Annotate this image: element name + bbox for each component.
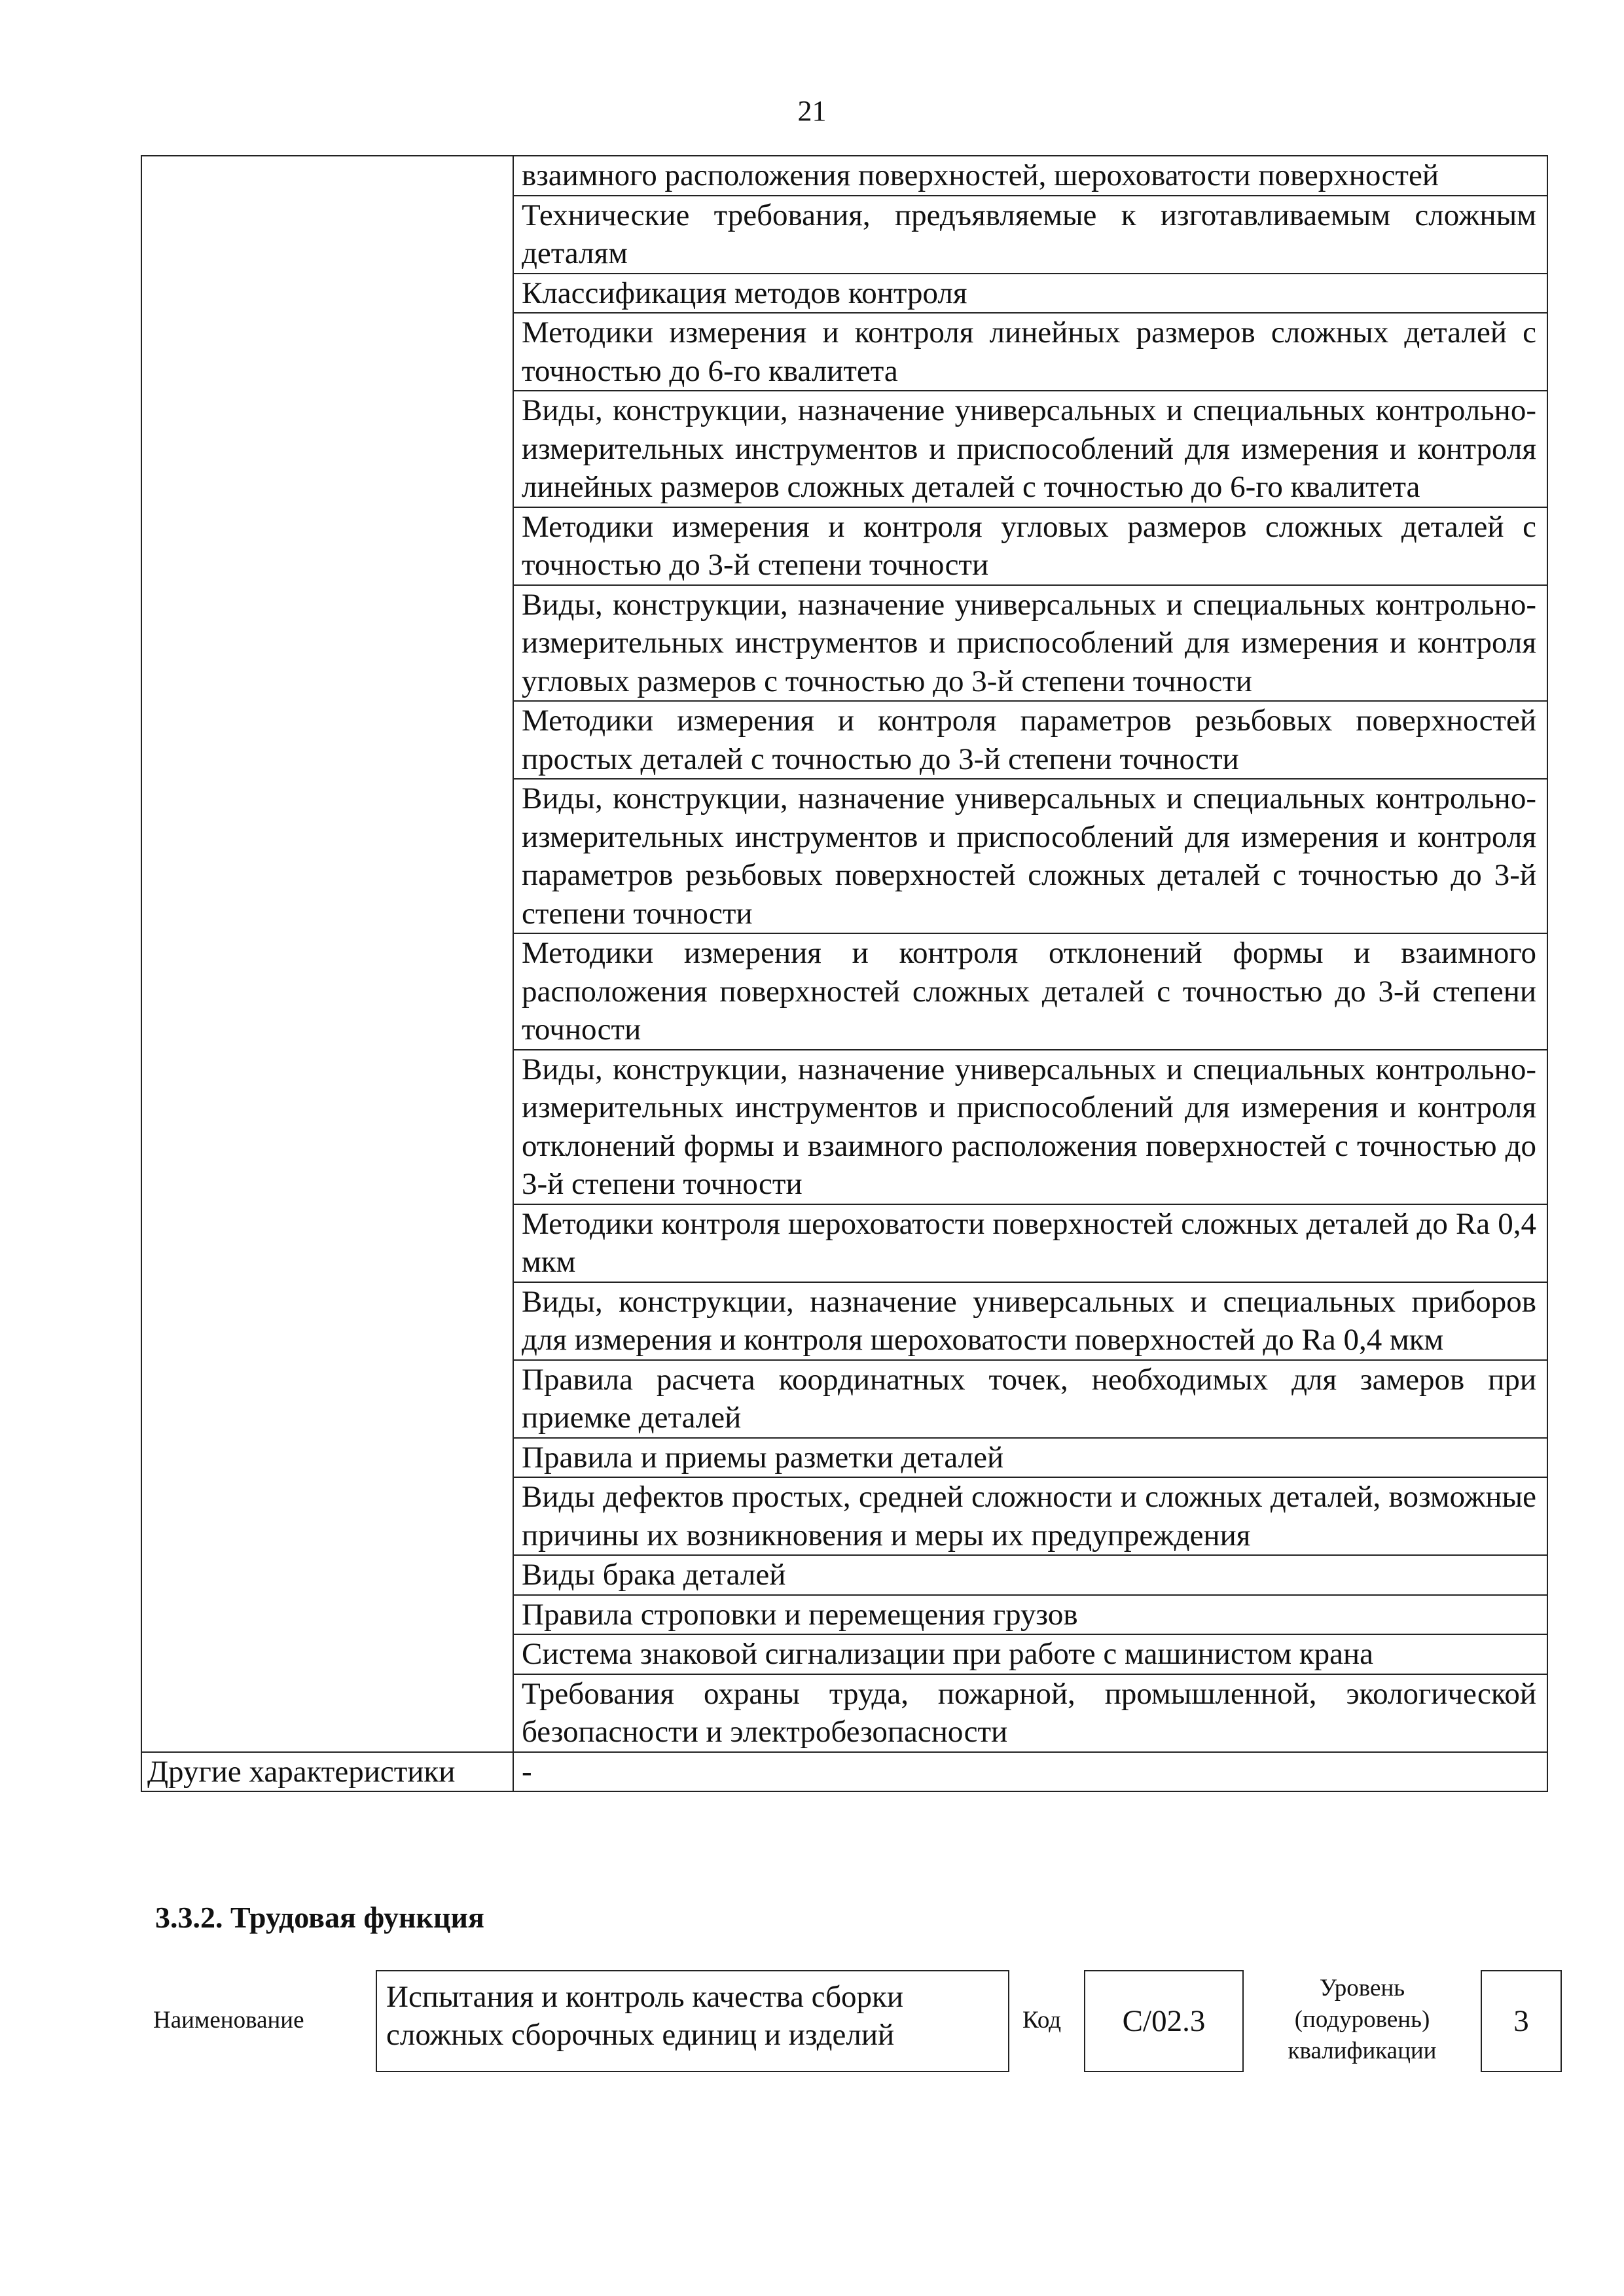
table-cell-requirement: Виды, конструкции, назначение универсальных и специальных контрольно-измерительных инструментов и приспособлений для измерения и контроля параметров резьбовых поверхностей сложных деталей с точностью до 3-й степени точности [513, 779, 1547, 933]
qualification-level-label-line-2: (подуровень) [1294, 2006, 1430, 2033]
table-cell-requirement: Методики измерения и контроля угловых размеров сложных деталей с точностью до 3-й степени точности [513, 507, 1547, 585]
table-cell-requirement: Правила строповки и перемещения грузов [513, 1595, 1547, 1635]
other-characteristics-value: - [513, 1752, 1547, 1792]
requirements-table [141, 155, 1548, 1792]
table-cell-requirement: Виды, конструкции, назначение универсальных и специальных контрольно-измерительных инструментов и приспособлений для измерения и контроля линейных размеров сложных деталей с точностью до 6-го квалитета [513, 391, 1547, 507]
table-cell-requirement: Правила расчета координатных точек, необходимых для замеров при приемке деталей [513, 1360, 1547, 1438]
table-cell-requirement: Виды, конструкции, назначение универсальных и специальных приборов для измерения и контроля шероховатости поверхностей до Ra 0,4 мкм [513, 1282, 1547, 1360]
table-row-other [141, 1752, 1547, 1792]
function-code-box: C/02.3 [1084, 1970, 1244, 2072]
qualification-level-box: 3 [1481, 1970, 1562, 2072]
table-cell-requirement: Виды, конструкции, назначение универсальных и специальных контрольно-измерительных инструментов и приспособлений для измерения и контроля отклонений формы и взаимного расположения поверхностей с точностью до 3-й степени точности [513, 1050, 1547, 1204]
other-characteristics-label: Другие характеристики [141, 1752, 513, 1792]
table-cell-requirement: Технические требования, предъявляемые к изготавливаемым сложным деталям [513, 196, 1547, 274]
requirements-table-body [141, 156, 1547, 1791]
page-number: 21 [797, 95, 827, 127]
table-left-cell [141, 156, 513, 1752]
table-cell-requirement: Виды дефектов простых, средней сложности и сложных деталей, возможные причины их возникновения и меры их предупреждения [513, 1477, 1547, 1555]
function-name-box: Испытания и контроль качества сборки сложных сборочных единиц и изделий [376, 1970, 1009, 2072]
table-cell-requirement: Виды брака деталей [513, 1555, 1547, 1595]
table-cell-requirement: Требования охраны труда, пожарной, промышленной, экологической безопасности и электробезопасности [513, 1674, 1547, 1752]
qualification-level-label [1244, 1973, 1481, 2067]
table-cell-requirement: Система знаковой сигнализации при работе с машинистом крана [513, 1634, 1547, 1674]
function-code-label: Код [1022, 2007, 1062, 2034]
table-cell-requirement: Классификация методов контроля [513, 274, 1547, 314]
table-cell-requirement: Методики контроля шероховатости поверхностей сложных деталей до Ra 0,4 мкм [513, 1204, 1547, 1282]
qualification-level-label-line-1: Уровень [1319, 1975, 1405, 2001]
table-cell-requirement: Виды, конструкции, назначение универсальных и специальных контрольно-измерительных инструментов и приспособлений для измерения и контроля угловых размеров с точностью до 3-й степени точности [513, 585, 1547, 702]
table-cell-requirement: взаимного расположения поверхностей, шероховатости поверхностей [513, 156, 1547, 196]
table-cell-requirement: Методики измерения и контроля параметров резьбовых поверхностей простых деталей с точностью до 3-й степени точности [513, 701, 1547, 779]
qualification-level-label-line-3: квалификации [1288, 2037, 1437, 2064]
table-cell-requirement: Методики измерения и контроля отклонений формы и взаимного расположения поверхностей сложных деталей с точностью до 3-й степени точности [513, 933, 1547, 1050]
section-heading: 3.3.2. Трудовая функция [155, 1901, 484, 1934]
table-row [141, 156, 1547, 196]
function-name-label: Наименование [153, 2007, 304, 2034]
table-cell-requirement: Правила и приемы разметки деталей [513, 1438, 1547, 1478]
table-cell-requirement: Методики измерения и контроля линейных размеров сложных деталей с точностью до 6-го квалитета [513, 313, 1547, 391]
